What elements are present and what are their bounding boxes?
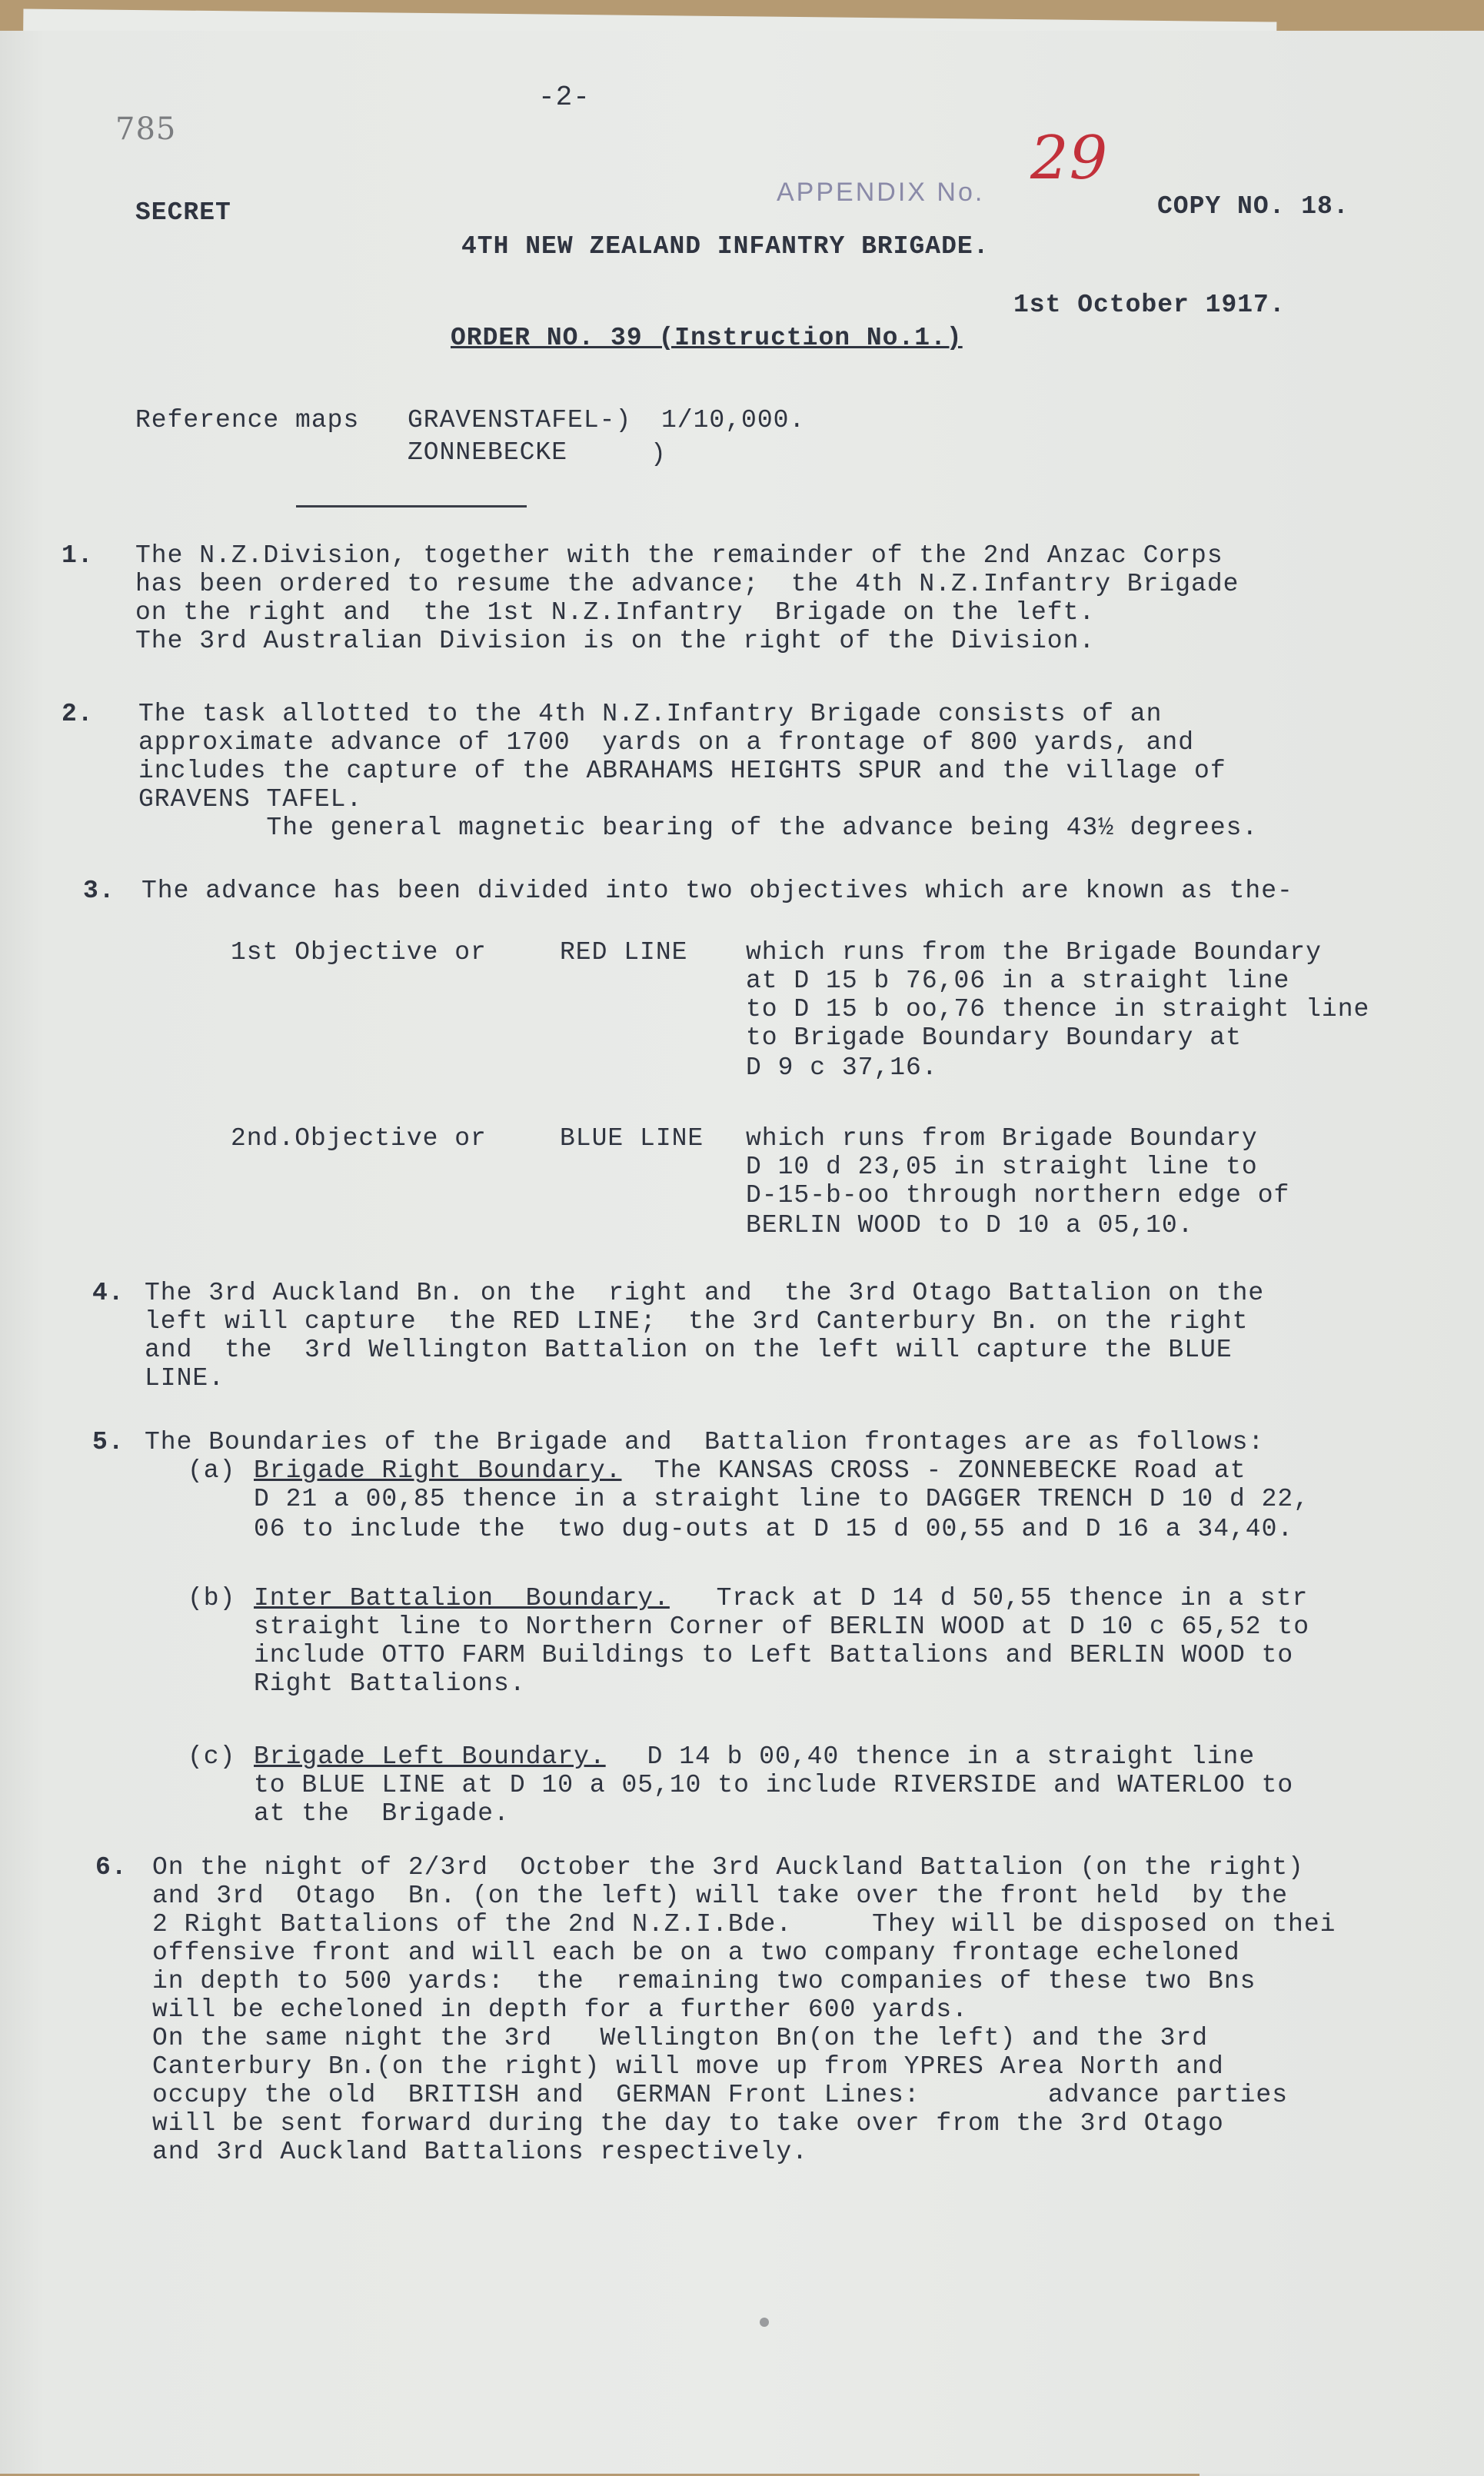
para-6-line: On the night of 2/3rd October the 3rd Auckland Battalion (on the right) [152, 1853, 1304, 1882]
pencil-reference: 785 [115, 111, 177, 147]
boundary-b-first: Track at D 14 d 50,55 thence in a str [684, 1584, 1309, 1612]
boundary-c-title: Brigade Left Boundary. [254, 1742, 606, 1771]
objective-1-desc: at D 15 b 76,06 in a straight line [746, 967, 1290, 995]
objective-2-desc: D 10 d 23,05 in straight line to [746, 1153, 1258, 1181]
reference-label: Reference maps [135, 406, 360, 434]
reference-scale: 1/10,000. [661, 406, 806, 434]
objective-1-desc: to D 15 b oo,76 thence in straight line [746, 995, 1370, 1023]
para-6-line: will be echeloned in depth for a further 600 yards. [152, 1995, 968, 2024]
para-6-number: 6. [95, 1853, 128, 1882]
para-6-line: in depth to 500 yards: the remaining two companies of these two Bns [152, 1967, 1256, 1995]
para-1-number: 1. [62, 541, 94, 570]
boundary-b-title: Inter Battalion Boundary. [254, 1584, 670, 1612]
objective-1-desc: D 9 c 37,16. [746, 1053, 938, 1082]
boundary-a-first: The KANSAS CROSS - ZONNEBECKE Road at [638, 1456, 1246, 1485]
para-2-line: The task allotted to the 4th N.Z.Infantry Brigade consists of an [138, 700, 1163, 728]
para-1-line: has been ordered to resume the advance; the 4th N.Z.Infantry Brigade [135, 570, 1239, 598]
para-6-line: and 3rd Otago Bn. (on the left) will take over the front held by the [152, 1882, 1289, 1910]
boundary-a-line: 06 to include the two dug-outs at D 15 d 00,55 and D 16 a 34,40. [254, 1515, 1294, 1543]
boundary-a-title: Brigade Right Boundary. [254, 1456, 622, 1485]
para-1-line: on the right and the 1st N.Z.Infantry Brigade on the left. [135, 598, 1096, 627]
para-2-line: The general magnetic bearing of the advance being 43½ degrees. [138, 814, 1259, 842]
appendix-stamp: APPENDIX No. [777, 178, 985, 207]
para-5-number: 5. [92, 1428, 125, 1456]
order-title: ORDER NO. 39 (Instruction No.1.) [451, 324, 963, 352]
page-number: -2- [538, 82, 591, 113]
boundary-a-label: (a) [188, 1456, 236, 1485]
boundary-b-label: (b) [188, 1584, 236, 1612]
objective-1-desc: to Brigade Boundary Boundary at [746, 1023, 1242, 1052]
reference-bracket: ) [650, 440, 667, 468]
para-6-line: and 3rd Auckland Battalions respectively. [152, 2138, 808, 2166]
para-4-line: LINE. [145, 1364, 225, 1393]
para-6-line: Canterbury Bn.(on the right) will move up from YPRES Area North and [152, 2052, 1224, 2081]
para-2-line: GRAVENS TAFEL. [138, 785, 363, 814]
order-date: 1st October 1917. [1013, 291, 1286, 319]
para-2-number: 2. [62, 700, 94, 728]
unit-title: 4TH NEW ZEALAND INFANTRY BRIGADE. [461, 232, 990, 261]
para-3-number: 3. [83, 877, 115, 905]
boundary-b-line: include OTTO FARM Buildings to Left Battalions and BERLIN WOOD to [254, 1641, 1294, 1669]
objective-1-line: RED LINE [560, 938, 688, 967]
para-4-line: and the 3rd Wellington Battalion on the left will capture the BLUE [145, 1336, 1233, 1364]
para-6-line: will be sent forward during the day to take over from the 3rd Otago [152, 2109, 1224, 2138]
objective-2-name: 2nd.Objective or [231, 1124, 487, 1153]
boundary-c-first: D 14 b 00,40 thence in a straight line [615, 1742, 1256, 1771]
classification: SECRET [135, 198, 231, 227]
para-4-line: left will capture the RED LINE; the 3rd Canterbury Bn. on the right [145, 1307, 1249, 1336]
reference-map-1: GRAVENSTAFEL-) [408, 406, 632, 434]
para-6-line: offensive front and will each be on a two company frontage echeloned [152, 1939, 1240, 1967]
boundary-b-line: Right Battalions. [254, 1669, 526, 1698]
para-6-line: On the same night the 3rd Wellington Bn(on the left) and the 3rd [152, 2024, 1209, 2052]
para-2-line: includes the capture of the ABRAHAMS HEIGHTS SPUR and the village of [138, 757, 1226, 785]
boundary-c-label: (c) [188, 1742, 236, 1771]
divider-rule [296, 505, 527, 508]
boundary-b-line: straight line to Northern Corner of BERLIN WOOD at D 10 c 65,52 to [254, 1612, 1310, 1641]
paper-speck [760, 2318, 769, 2327]
objective-2-desc: which runs from Brigade Boundary [746, 1124, 1258, 1153]
copy-number: COPY NO. 18. [1157, 192, 1349, 221]
objective-2-desc: BERLIN WOOD to D 10 a 05,10. [746, 1211, 1194, 1240]
para-4-line: The 3rd Auckland Bn. on the right and the 3rd Otago Battalion on the [145, 1279, 1265, 1307]
boundary-c-line: at the Brigade. [254, 1799, 510, 1828]
appendix-number: 29 [1030, 124, 1109, 193]
objective-2-line: BLUE LINE [560, 1124, 704, 1153]
para-1-line: The 3rd Australian Division is on the right of the Division. [135, 627, 1096, 655]
objective-1-name: 1st Objective or [231, 938, 487, 967]
boundary-c-line: to BLUE LINE at D 10 a 05,10 to include RIVERSIDE and WATERLOO to [254, 1771, 1294, 1799]
para-6-line: 2 Right Battalions of the 2nd N.Z.I.Bde. They will be disposed on thei [152, 1910, 1336, 1939]
para-2-line: approximate advance of 1700 yards on a frontage of 800 yards, and [138, 728, 1195, 757]
para-5-line: The Boundaries of the Brigade and Battalion frontages are as follows: [145, 1428, 1265, 1456]
document-page [0, 31, 1484, 2474]
reference-map-2: ZONNEBECKE [408, 438, 568, 467]
para-1-line: The N.Z.Division, together with the remainder of the 2nd Anzac Corps [135, 541, 1223, 570]
boundary-a-line: D 21 a 00,85 thence in a straight line to DAGGER TRENCH D 10 d 22, [254, 1485, 1310, 1513]
objective-2-desc: D-15-b-oo through northern edge of [746, 1181, 1290, 1210]
objective-1-desc: which runs from the Brigade Boundary [746, 938, 1322, 967]
para-6-line: occupy the old BRITISH and GERMAN Front Lines: advance parties [152, 2081, 1289, 2109]
para-4-number: 4. [92, 1279, 125, 1307]
para-3-line: The advance has been divided into two objectives which are known as the- [141, 877, 1293, 905]
